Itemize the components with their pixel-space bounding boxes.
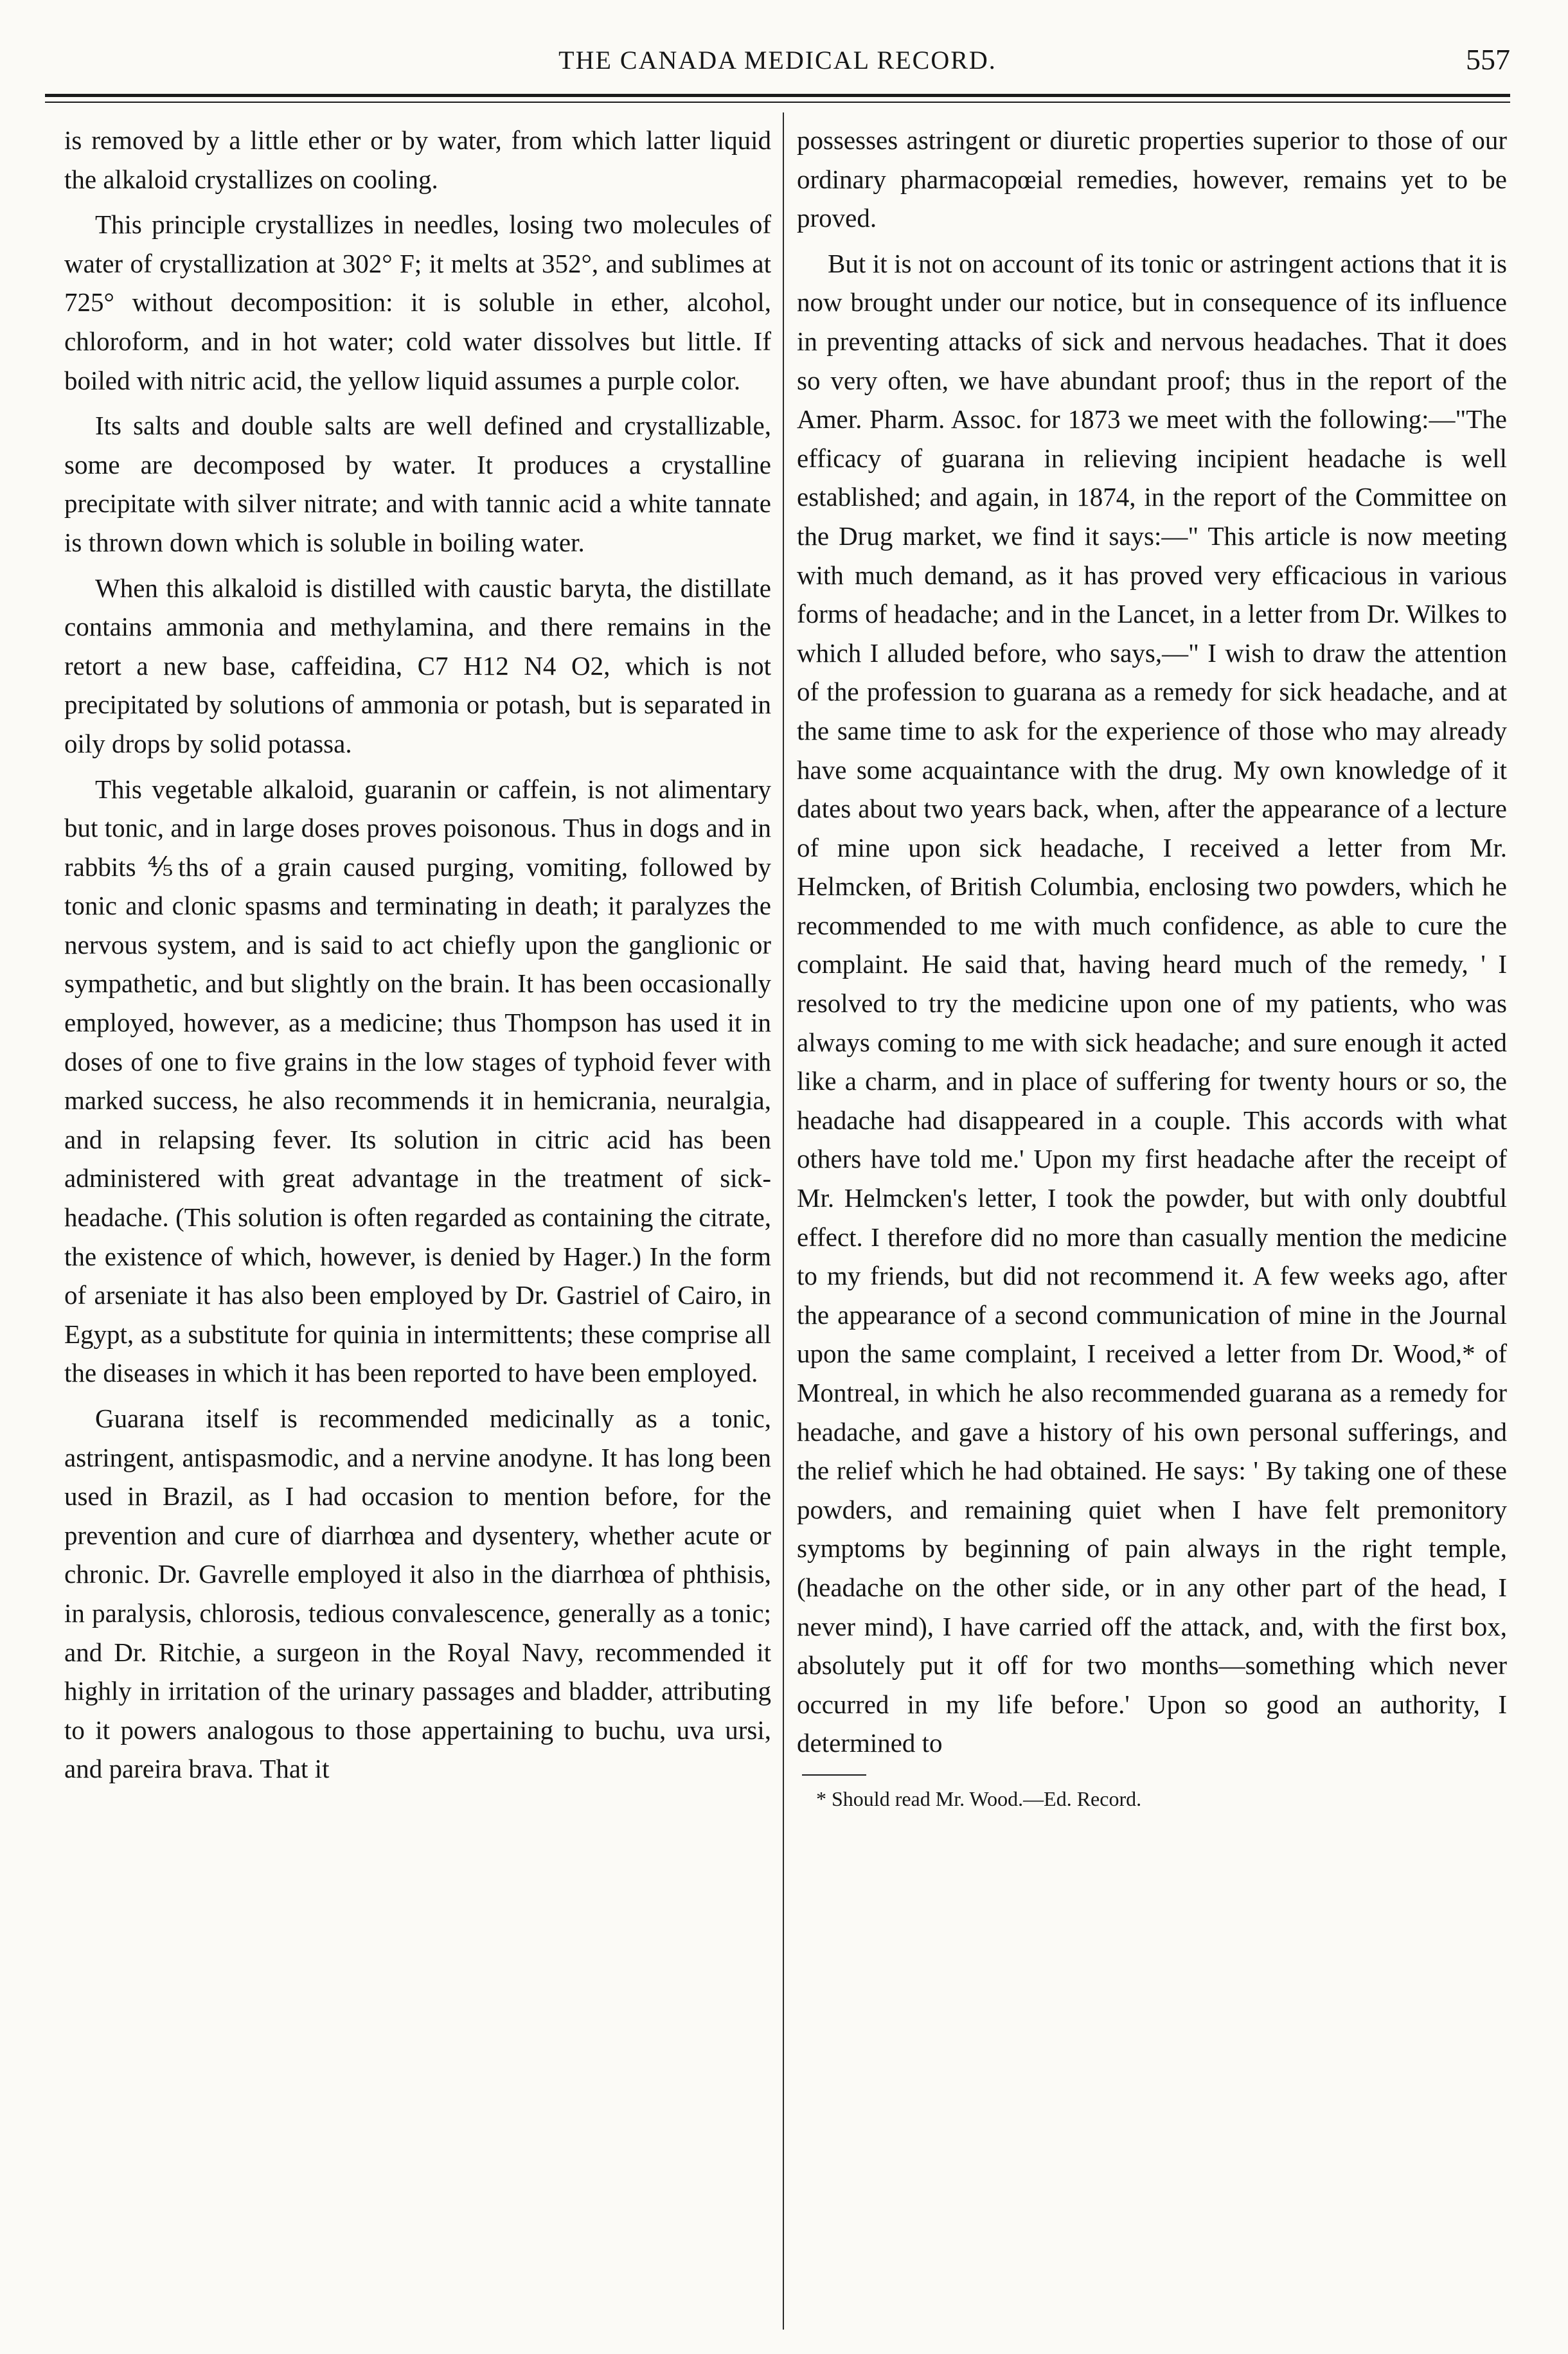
header-rule-thick [45,94,1510,97]
header-rule-thin [45,102,1510,103]
right-column [797,121,1507,1813]
footnote: * Should read Mr. Wood.—Ed. Record. [816,1787,1142,1810]
column-divider [783,112,784,2330]
paragraph: possesses astringent or diuretic properties superior to those of our ordinary pharmacopœial remedies, however, remains yet to be proved. [797,125,1507,233]
journal-title: THE CANADA MEDICAL RECORD. [558,46,997,75]
paragraph: is removed by a little ether or by water, from which latter liquid the alkaloid crystallizes on cooling. [64,125,771,194]
paragraph: Guarana itself is recommended medicinally as a tonic, astringent, antispasmodic, and a nervine anodyne. It has long been used in Brazil, as I had occasion to mention before, for the prevention and cure of diarrhœa and dysentery, whether acute or chronic. Dr. Gavrelle employed it also in the diarrhœa of phthisis, in paralysis, chlorosis, tedious convalescence, generally as a tonic; and Dr. Ritchie, a surgeon in the Royal Navy, recommended it highly in irritation of the urinary passages and bladder, attributing to it powers analogous to those appertaining to buchu, uva ursi, and pareira brava. That it [64,1404,771,1784]
paragraph: This principle crystallizes in needles, losing two molecules of water of crystallization at 302° F; it melts at 352°, and sublimes at 725° without decomposition: it is soluble in ether, alcohol, chloroform, and in hot water; cold water dissolves but little. If boiled with nitric acid, the yellow liquid assumes a purple color. [64,210,771,395]
paragraph: Its salts and double salts are well defined and crystallizable, some are decomposed by water. It produces a crystalline precipitate with silver nitrate; and with tannic acid a white tannate is thrown down which is soluble in boiling water. [64,411,771,557]
footnote-rule [802,1774,866,1776]
running-head [45,40,1510,85]
paragraph: But it is not on account of its tonic or astringent actions that it is now brought under our notice, but in consequence of its influence in preventing attacks of sick and nervous headaches. That it does so very often, we have abundant proof; thus in the report of the Amer. Pharm. Assoc. for 1873 we meet with the following:—"The efficacy of guarana in relieving incipient headache is well established; and again, in 1874, in the report of the Committee on the Drug market, we find it says:—" This article is now meeting with much demand, as it has proved very efficacious in various forms of headache; and in the Lancet, in a letter from Dr. Wilkes to which I alluded before, who says,—" I wish to draw the attention of the profession to guarana as a remedy for sick headache, and at the same time to ask for the experience of those who may already have some acquaintance with the drug. My own knowledge of it dates about two years back, when, after the appearance of a lecture of mine upon sick headache, I received a letter from Mr. Helmcken, of British Columbia, enclosing two powders, which he recommended to me with much confidence, as able to cure the complaint. He said that, having heard much of the remedy, ' I resolved to try the medicine upon one of my patients, who was always coming to me with sick headache; and sure enough it acted like a charm, and in place of suffering for twenty hours or so, the headache had disappeared in a couple. This accords with what others have told me.' Upon my first headache after the receipt of Mr. Helmcken's letter, I took the powder, but with only doubtful effect. I therefore did no more than casually mention the medicine to my friends, but did not recommend it. A few weeks ago, after the appearance of a second communication of mine in the Journal upon the same complaint, I received a letter from Dr. Wood,* of Montreal, in which he also recommended guarana as a remedy for headache, and gave a history of his own personal sufferings, and the relief which he had obtained. He says: ' By taking one of these powders, and remaining quiet when I have felt premonitory symptoms by beginning of pain always in the right temple, (headache on the other side, or in any other part of the head, I never mind), I have carried off the attack, and, with the first box, absolutely put it off for two months—something which never occurred in my life before.' Upon so good an authority, I determined to [797,248,1507,1758]
paragraph: When this alkaloid is distilled with caustic baryta, the distillate contains ammonia and methylamina, and there remains in the retort a new base, caffeidina, C7 H12 N4 O2, which is not precipitated by solutions of ammonia or potash, but is separated in oily drops by solid potassa. [64,573,771,758]
paragraph: This vegetable alkaloid, guaranin or caffein, is not alimentary but tonic, and in large doses proves poisonous. Thus in dogs and in rabbits ⅘ths of a grain caused purging, vomiting, followed by tonic and clonic spasms and terminating in death; it paralyzes the nervous system, and is said to act chiefly upon the ganglionic or sympathetic, and but slightly on the brain. It has been occasionally employed, however, as a medicine; thus Thompson has used it in doses of one to five grains in the low stages of typhoid fever with marked success, he also recommends it in hemicrania, neuralgia, and in relapsing fever. Its solution in citric acid has been administered with great advantage in the treatment of sick-headache. (This solution is often regarded as containing the citrate, the existence of which, however, is denied by Hager.) In the form of arseniate it has also been employed by Dr. Gastriel of Cairo, in Egypt, as a substitute for quinia in intermittents; these comprise all the diseases in which it has been reported to have been employed. [64,774,771,1388]
page-number: 557 [1466,43,1510,76]
left-column [64,121,771,1795]
